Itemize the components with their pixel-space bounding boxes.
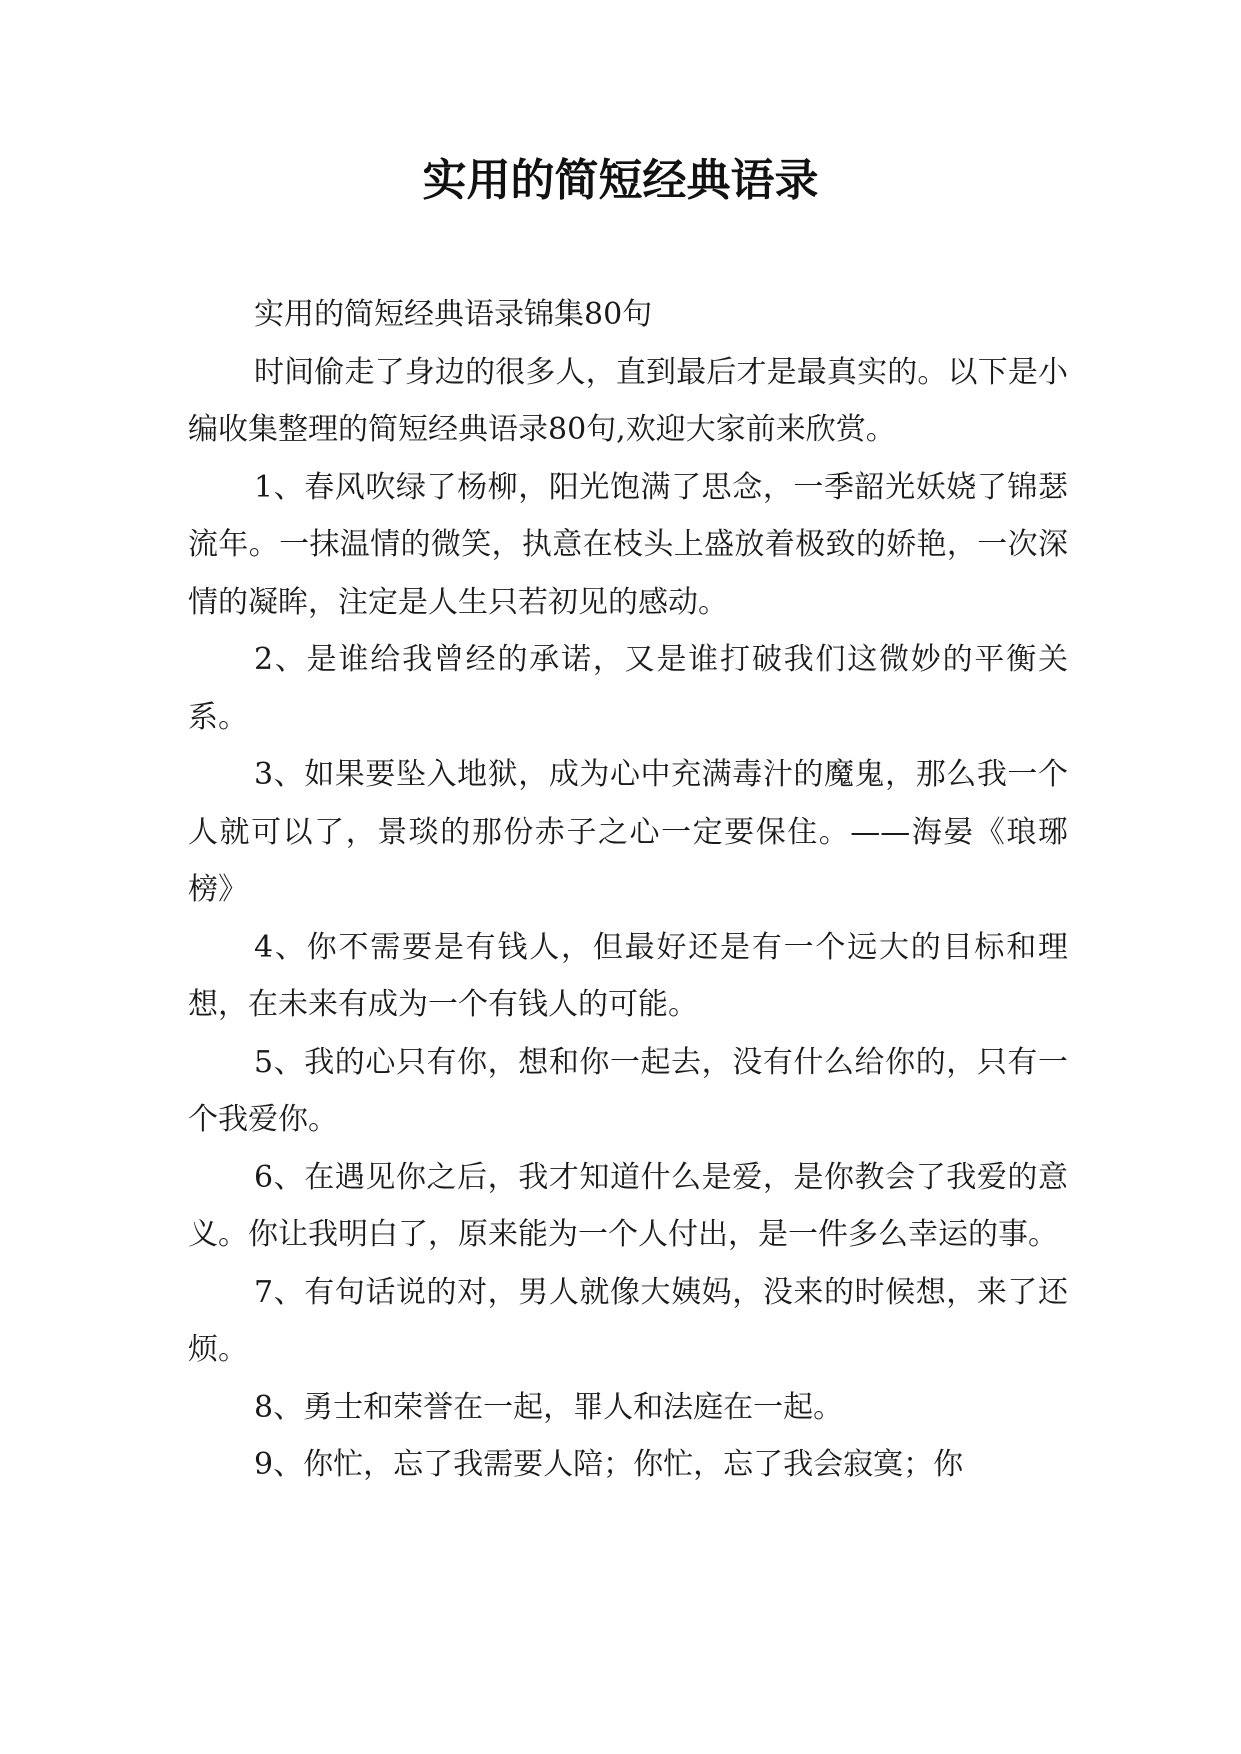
paragraph-subtitle: 实用的简短经典语录锦集80句 [254, 297, 653, 332]
quote-item-8: 8、勇士和荣誉在一起，罪人和法庭在一起。 [254, 1389, 844, 1425]
quote-item-1: 1、春风吹绿了杨柳，阳光饱满了思念，一季韶光妖娆了锦瑟流年。一抹温情的微笑，执意在枝头上盛放着极致的娇艳，一次深情的凝眸，注定是人生只若初见的感动。 [188, 469, 1068, 620]
quote-item-4: 4、你不需要是有钱人，但最好还是有一个远大的目标和理想，在未来有成为一个有钱人的可能。 [188, 929, 1068, 1022]
quote-item-2: 2、是谁给我曾经的承诺，又是谁打破我们这微妙的平衡关系。 [188, 642, 1068, 735]
document-body [188, 286, 1068, 1494]
quote-item-7: 7、有句话说的对，男人就像大姨妈，没来的时候想，来了还烦。 [188, 1274, 1068, 1367]
quote-item-6: 6、在遇见你之后，我才知道什么是爱，是你教会了我爱的意义。你让我明白了，原来能为一个人付出，是一件多么幸运的事。 [188, 1159, 1068, 1252]
document-title: 实用的简短经典语录 [422, 155, 819, 206]
quote-item-3: 3、如果要坠入地狱，成为心中充满毒汁的魔鬼，那么我一个人就可以了，景琰的那份赤子之心一定要保住。——海晏《琅琊榜》 [188, 757, 1068, 907]
quote-item-9: 9、你忙，忘了我需要人陪；你忙，忘了我会寂寞；你 [254, 1447, 964, 1482]
paragraph-intro: 时间偷走了身边的很多人，直到最后才是最真实的。以下是小编收集整理的简短经典语录80句,欢迎大家前来欣赏。 [188, 354, 1068, 447]
quote-item-5: 5、我的心只有你，想和你一起去，没有什么给你的，只有一个我爱你。 [188, 1044, 1068, 1137]
